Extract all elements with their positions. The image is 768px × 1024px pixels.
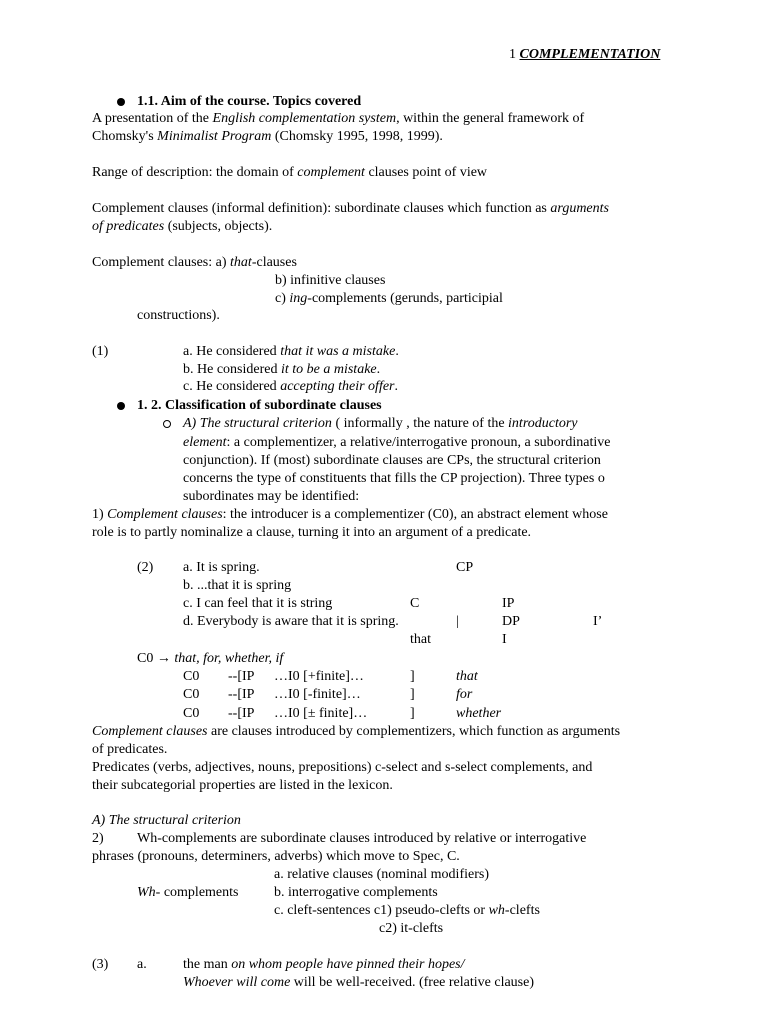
tree-node-ibar: I’ xyxy=(593,614,603,629)
text-line: element: a complementizer, a relative/interrogative pronoun, a subordinative xyxy=(183,435,611,450)
c0-row-comp: whether xyxy=(456,706,502,721)
text-line: A presentation of the English complementation system, within the general framework of xyxy=(92,111,585,126)
list-number: 2) xyxy=(92,831,104,846)
tree-node-ip: IP xyxy=(502,596,515,611)
text-line: concerns the type of constituents that fills the CP projection). Three types o xyxy=(183,471,605,486)
text-line: b. interrogative complements xyxy=(274,885,438,900)
text-line: Range of description: the domain of complement clauses point of view xyxy=(92,165,488,180)
text-line: Predicates (verbs, adjectives, nouns, prepositions) c-select and s-select complements, and xyxy=(92,760,593,775)
example-number: (1) xyxy=(92,344,109,359)
example-line: b. He considered it to be a mistake. xyxy=(183,362,381,377)
arrow-right-icon: → xyxy=(156,651,171,666)
text-line: c) ing-complements (gerunds, participial xyxy=(275,291,503,306)
section-heading-1-2: 1. 2. Classification of subordinate clauses xyxy=(137,398,382,413)
example-line: b. ...that it is spring xyxy=(183,578,292,593)
text-line: constructions). xyxy=(137,308,220,323)
text-line: c2) it-clefts xyxy=(379,921,444,936)
c0-list: C0 → that, for, whether, if xyxy=(137,651,284,666)
section-heading-1-1: 1.1. Aim of the course. Topics covered xyxy=(137,94,362,109)
text-line: c. cleft-sentences c1) pseudo-clefts or wh-clefts xyxy=(274,903,540,918)
c0-row-c: C0 xyxy=(183,687,200,702)
bullet-icon xyxy=(117,98,125,106)
tree-node-cp: CP xyxy=(456,560,474,575)
example-line: c. I can feel that it is string xyxy=(183,596,333,611)
example-line: a. It is spring. xyxy=(183,560,260,575)
example-line: a. He considered that it was a mistake. xyxy=(183,344,399,359)
tree-node-i: I xyxy=(502,632,507,647)
text-line: conjunction). If (most) subordinate clauses are CPs, the structural criterion xyxy=(183,453,601,468)
text-line: Complement clauses are clauses introduced by complementizers, which function as arguments xyxy=(92,724,621,739)
example-line: the man on whom people have pinned their hopes/ xyxy=(183,957,465,972)
c0-row-io: …I0 [-finite]… xyxy=(274,687,361,702)
circle-bullet-icon xyxy=(163,420,171,428)
text-line: Complement clauses: a) that-clauses xyxy=(92,255,297,270)
tree-leaf-that: that xyxy=(410,632,431,647)
text-line: Chomsky's Minimalist Program (Chomsky 1995, 1998, 1999). xyxy=(92,129,443,144)
text-line: Wh-complements are subordinate clauses introduced by relative or interrogative xyxy=(137,831,587,846)
c0-row-ip: --[IP xyxy=(228,687,255,702)
text-line: subordinates may be identified: xyxy=(183,489,360,504)
tree-node-dp: DP xyxy=(502,614,520,629)
tree-node-c: C xyxy=(410,596,420,611)
example-number: (2) xyxy=(137,560,154,575)
text-line: A) The structural criterion ( informally , the nature of the introductory xyxy=(183,416,578,431)
c0-row-c: C0 xyxy=(183,669,200,684)
wh-label: Wh- complements xyxy=(137,885,239,900)
text-line: of predicates (subjects, objects). xyxy=(92,219,273,234)
text-line: Complement clauses (informal definition): subordinate clauses which function as arguments xyxy=(92,201,609,216)
page-header xyxy=(509,47,660,63)
c0-row-ip: --[IP xyxy=(228,706,255,721)
text-line: 1) Complement clauses: the introducer is a complementizer (C0), an abstract element whose xyxy=(92,507,608,522)
example-line: Whoever will come will be well-received. (free relative clause) xyxy=(183,975,534,990)
c0-row-ip: --[IP xyxy=(228,669,255,684)
text-line: of predicates. xyxy=(92,742,168,757)
tree-branch: | xyxy=(456,614,459,629)
document-title: COMPLEMENTATION xyxy=(519,47,661,62)
text-line: b) infinitive clauses xyxy=(275,273,386,288)
c0-row-c: C0 xyxy=(183,706,200,721)
example-line: d. Everybody is aware that it is spring. xyxy=(183,614,399,629)
example-letter: a. xyxy=(137,957,147,972)
c0-row-bracket: ] xyxy=(410,687,415,702)
subsection-heading: A) The structural criterion xyxy=(92,813,241,828)
example-line: c. He considered accepting their offer. xyxy=(183,379,398,394)
text-line: role is to partly nominalize a clause, turning it into an argument of a predicate. xyxy=(92,525,532,540)
bullet-icon xyxy=(117,402,125,410)
text-line: their subcategorial properties are listed in the lexicon. xyxy=(92,778,393,793)
c0-row-bracket: ] xyxy=(410,669,415,684)
c0-row-bracket: ] xyxy=(410,706,415,721)
page-number: 1 xyxy=(509,47,516,62)
c0-row-comp: for xyxy=(456,687,473,702)
c0-row-io: …I0 [+finite]… xyxy=(274,669,364,684)
c0-row-comp: that xyxy=(456,669,478,684)
text-line: phrases (pronouns, determiners, adverbs) which move to Spec, C. xyxy=(92,849,460,864)
text-line: a. relative clauses (nominal modifiers) xyxy=(274,867,489,882)
example-number: (3) xyxy=(92,957,109,972)
c0-row-io: …I0 [± finite]… xyxy=(274,706,368,721)
